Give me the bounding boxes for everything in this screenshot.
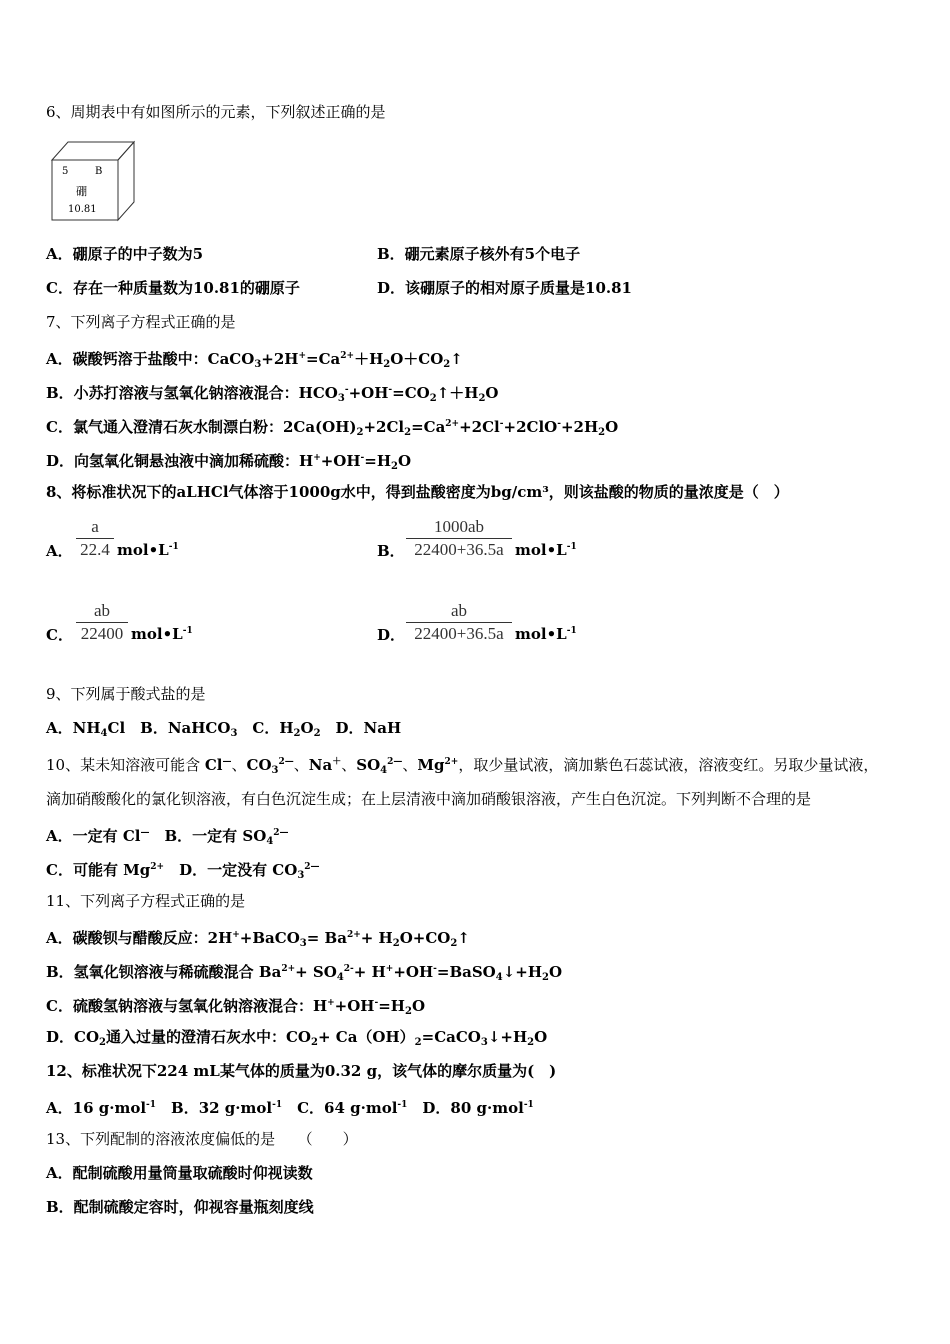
q8-c-denominator: 22400 <box>80 624 124 643</box>
q13-option-a: A．配制硫酸用量筒量取硫酸时仰视读数 <box>46 1164 313 1182</box>
q7-option-c: C．氯气通入澄清石灰水制漂白粉：$2Ca(OH)_2+2Cl_2=Ca^{2+}+2Cl^-+2ClO^-+2H_2O$ <box>46 418 619 438</box>
q12-stem: 12、标准状况下224 mL某气体的质量为0.32 g，该气体的摩尔质量为( ) <box>46 1062 557 1080</box>
q11-option-b: B．氢氧化钡溶液与稀硫酸混合 $Ba^{2+}+ SO_4^{2-}+$ $H^++OH^-=BaSO_4↓+H_2O$ <box>46 963 563 983</box>
q8-option-a-fraction <box>76 516 114 561</box>
q10-options-cd: C．可能有 $Mg^{2+}$ D．一定没有 $CO_3^{2—}$ <box>46 861 320 881</box>
element-number: 5 <box>62 166 69 177</box>
q6-option-d: D．该硼原子的相对原子质量是10.81 <box>377 279 632 297</box>
q8-option-b-label: B． <box>377 542 405 560</box>
q8-a-numerator: a <box>91 517 99 536</box>
q13-option-b: B．配制硫酸定容时，仰视容量瓶刻度线 <box>46 1198 314 1216</box>
q8-d-numerator: ab <box>450 601 468 620</box>
q7-option-a: A．碳酸钙溶于盐酸中：$CaCO_3+2H^+=Ca^{2+}+H_2O+CO_2↑$ <box>46 350 463 370</box>
q8-d-denominator: 22400+36.5a <box>414 624 504 643</box>
element-name: 硼 <box>76 185 87 198</box>
element-mass: 10.81 <box>68 204 97 215</box>
q6-option-b: B．硼元素原子核外有5个电子 <box>377 245 581 263</box>
q8-a-denominator: 22.4 <box>80 540 110 559</box>
q12-options: A．16 g·mol$^{-1}$ B．32 g·mol$^{-1}$ C．64 g·mol$^{-1}$ D．80 g·mol$^{-1}$ <box>46 1099 534 1117</box>
q8-b-numerator: 1000ab <box>433 517 485 536</box>
q10-stem-line2: 滴加硝酸酸化的氯化钡溶液，有白色沉淀生成；在上层清液中滴加硝酸银溶液，产生白色沉淀。下列判断不合理的是 <box>46 790 812 808</box>
q7-option-b: B．小苏打溶液与氢氧化钠溶液混合：$HCO_3^-+OH^-=CO_2↑+H_2O$ <box>46 384 499 404</box>
q10-options-ab: A．一定有 Cl— B．一定有 $SO_4^{2—}$ <box>46 827 289 847</box>
q6-stem: 6、周期表中有如图所示的元素，下列叙述正确的是 <box>46 103 386 121</box>
q11-stem: 11、下列离子方程式正确的是 <box>46 892 246 910</box>
q7-option-d: D．向氢氧化铜悬浊液中滴加稀硫酸：$H^++OH^-=H_2O$ <box>46 452 412 472</box>
q8-c-unit: $mol•L^{-1}$ <box>131 625 193 643</box>
q13-stem: 13、下列配制的溶液浓度偏低的是 （ ） <box>46 1130 358 1148</box>
q8-c-numerator: ab <box>93 601 111 620</box>
q8-option-a-label: A． <box>46 542 73 560</box>
q9-options: A．$NH_4Cl$ B．NaHCO$_3$ C．$H_2O_2$ D．NaH <box>46 719 402 739</box>
q8-d-unit: $mol•L^{-1}$ <box>515 625 577 643</box>
q8-a-unit: $mol•L^{-1}$ <box>117 541 179 559</box>
q8-b-denominator: 22400+36.5a <box>414 540 504 559</box>
element-symbol: B <box>95 166 103 177</box>
q9-stem: 9、下列属于酸式盐的是 <box>46 685 206 703</box>
q8-option-d-label: D． <box>377 626 406 644</box>
q10-stem-line1: 10、某未知溶液可能含 Cl—、$CO_3^{2—}$、Na＋、$SO_4^{2—}$、$Mg^{2+}$，取少量试液，滴加紫色石蕊试液，溶液变红。另取少量试液， <box>46 756 879 776</box>
q8-stem: 8、将标准状况下的aLHCl气体溶于1000g水中，得到盐酸密度为bg/cm³，则该盐酸的物质的量浓度是（ ） <box>46 483 789 501</box>
q6-option-a: A．硼原子的中子数为5 <box>46 245 204 263</box>
q7-stem: 7、下列离子方程式正确的是 <box>46 313 236 331</box>
q11-option-c: C．硫酸氢钠溶液与氢氧化钠溶液混合：$H^++OH^-=H_2O$ <box>46 997 426 1017</box>
q8-option-c-fraction <box>76 600 128 645</box>
q8-b-unit: $mol•L^{-1}$ <box>515 541 577 559</box>
q11-option-a: A．碳酸钡与醋酸反应：2H++BaCO$_3$= $Ba^{2+}+$ $H_2O+CO_2↑$ <box>46 929 470 949</box>
q6-option-c: C．存在一种质量数为10.81的硼原子 <box>46 279 300 297</box>
q8-option-b-fraction <box>406 516 512 561</box>
q8-option-d-fraction <box>406 600 512 645</box>
q8-option-c-label: C． <box>46 626 73 644</box>
q11-option-d: D．$CO_2$通入过量的澄清石灰水中：$CO_2+$ $Ca(OH)_2=CaCO_3↓+H_2O$ <box>46 1028 548 1048</box>
